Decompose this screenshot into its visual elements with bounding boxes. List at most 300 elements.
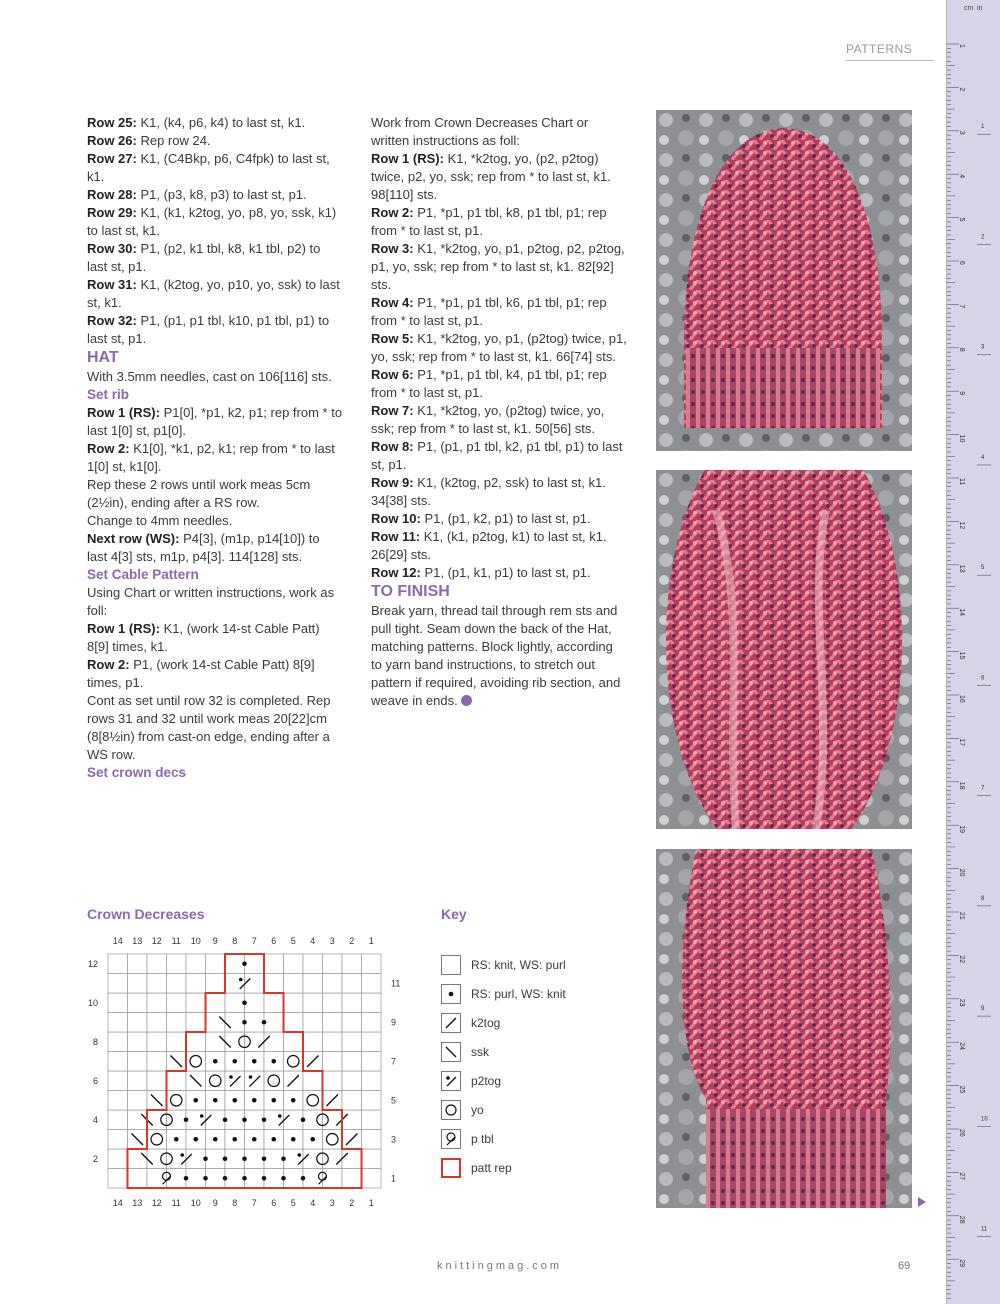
chart-blank: [343, 955, 362, 974]
ruler-cm-number: 12: [958, 521, 965, 530]
purl-dot-icon: [271, 1137, 276, 1142]
chart-blank: [284, 1013, 303, 1032]
ruler-cm-number: 21: [958, 912, 965, 920]
col-number: 9: [212, 936, 218, 946]
page-number: 69: [898, 1260, 911, 1272]
purl-dot-icon: [252, 1098, 257, 1103]
cont-text: Cont as set until row 32 is completed. Rep rows 31 and 32 until work meas 20[22]cm (8[8½in) from cast-on edge, ending after a WS row.: [87, 693, 331, 762]
row-label: Row 32:: [87, 313, 137, 328]
cable-rows: [87, 620, 343, 692]
set-crown-heading: Set crown decs: [87, 765, 187, 780]
ruler-cm-number: 23: [958, 998, 965, 1007]
chart-blank: [187, 955, 206, 974]
chart-cell: [245, 974, 265, 994]
pattern-row: [87, 656, 343, 692]
crown-rows: [371, 150, 627, 582]
pattern-row: [87, 312, 343, 348]
purl-dot-icon: [242, 961, 247, 966]
chart-cell: [206, 1149, 226, 1169]
key-label: p2tog: [471, 1074, 502, 1088]
purl-dot-icon: [174, 1137, 179, 1142]
ruler-cm-number: 27: [958, 1172, 965, 1181]
chart-cell: [167, 1110, 187, 1130]
row-text: K1[0], *k1, p2, k1; rep from * to last 1[0] st, k1[0].: [87, 441, 335, 474]
finish-body: Break yarn, thread tail through rem sts and pull tight. Seam down the back of the Hat, matching patterns. Block lightly, according to yarn band instructions, to stretch out pattern if required, avoiding rib section, and weave in ends.: [371, 603, 621, 708]
chart-cell: [284, 1169, 304, 1189]
row-text: K1, (k4, p6, k4) to last st, k1.: [136, 115, 306, 130]
chart-blank: [304, 994, 323, 1013]
col-number: 3: [329, 1198, 335, 1208]
chart-blank: [167, 974, 186, 993]
row-label: Row 27:: [87, 151, 137, 166]
row-text: K1, (C4Bkp, p6, C4fpk) to last st, k1.: [87, 151, 330, 184]
col-number: 3: [329, 936, 335, 946]
row-text: P1, (p2, k1 tbl, k8, k1 tbl, p2) to last st, p1.: [87, 241, 321, 274]
chart-cell: [245, 1032, 265, 1052]
finish-text: [371, 602, 627, 710]
col-number: 12: [151, 936, 162, 946]
chart-cell: [284, 1052, 304, 1072]
row-label: Row 5:: [371, 331, 414, 346]
chart-cell: [323, 1149, 343, 1169]
chart-cell: [264, 1032, 284, 1052]
slash-key-icon: [441, 1013, 461, 1033]
key-item: [441, 1128, 494, 1150]
chart-blank: [304, 1013, 323, 1032]
row-number: 6: [92, 1075, 98, 1086]
pattern-row: [87, 440, 343, 476]
row-text: K1, (k1, p2tog, k1) to last st, k1. 26[29] sts.: [371, 529, 607, 562]
set-cable-heading: Set Cable Pattern: [87, 567, 199, 582]
purl-dot-icon: [193, 1137, 198, 1142]
chart-cell: [323, 1130, 343, 1150]
chart-blank: [323, 1072, 342, 1091]
purl-dot-icon: [271, 1098, 276, 1103]
chart-cell: [167, 1091, 187, 1111]
row-label: Row 2:: [371, 205, 414, 220]
blank-key-icon: [441, 955, 461, 975]
col-number: 4: [310, 936, 316, 946]
col-number: 14: [112, 1198, 123, 1208]
finish-heading: TO FINISH: [371, 583, 450, 600]
chart-blank: [284, 955, 303, 974]
chart-cell: [206, 1013, 226, 1033]
col-number: 8: [232, 936, 238, 946]
row-label: Row 8:: [371, 439, 414, 454]
pattern-row: [87, 404, 343, 440]
pattern-row: [87, 620, 343, 656]
purl-dot-icon: [281, 1176, 286, 1181]
ruler-cm-number: 16: [958, 695, 965, 703]
chart-blank: [128, 1072, 147, 1091]
purl-dot-icon: [203, 1176, 208, 1181]
purl-dot-icon: [232, 1137, 237, 1142]
col-number: 6: [271, 936, 277, 946]
ruler-in-number: 11: [981, 1226, 988, 1233]
chart-cell: [362, 993, 382, 1013]
hat-photo-1: [656, 110, 912, 451]
chart-cell: [147, 1130, 167, 1150]
chart-blank: [187, 1013, 206, 1032]
row-text: P1, *p1, p1 tbl, k8, p1 tbl, p1; rep from * to last st, p1.: [371, 205, 607, 238]
key-item: [441, 1041, 489, 1063]
ruler-cm-number: 9: [958, 391, 965, 396]
ptbl-key-icon: [441, 1129, 461, 1149]
circle-key-icon: [441, 1100, 461, 1120]
purl-dot-icon: [184, 1176, 189, 1181]
chart-blank: [187, 994, 206, 1013]
measuring-ruler: [946, 0, 1000, 1304]
chart-cell: [186, 1110, 206, 1130]
chart-cell: [362, 1032, 382, 1052]
pattern-row: [87, 114, 343, 132]
chart-cell: [108, 1149, 128, 1169]
chart-blank: [128, 1013, 147, 1032]
pattern-row: [371, 204, 627, 240]
key-label: k2tog: [471, 1016, 501, 1030]
chart-cell: [206, 1071, 226, 1091]
chart-cell: [225, 993, 245, 1013]
chart-blank: [187, 974, 206, 993]
purl-dot-icon: [242, 1000, 247, 1005]
chart-cell: [167, 1149, 187, 1169]
ruler-cm-number: 10: [958, 434, 965, 443]
chart-blank: [167, 955, 186, 974]
chart-blank: [206, 974, 225, 993]
row-label: Row 31:: [87, 277, 137, 292]
row-number: 7: [391, 1056, 397, 1067]
chart-cell: [206, 1032, 226, 1052]
ruler-cm-number: 8: [958, 347, 965, 352]
chart-cell: [225, 1110, 245, 1130]
pattern-row: [371, 438, 627, 474]
chart-cell: [108, 1013, 128, 1033]
col-number: 1: [368, 1198, 374, 1208]
p2tog-icon: [446, 1076, 456, 1086]
ruler-cm-number: 25: [958, 1085, 965, 1094]
chart-cell: [362, 1110, 382, 1130]
chart-cell: [303, 1071, 323, 1091]
col-number: 11: [171, 1198, 181, 1208]
row-label: Row 30:: [87, 241, 137, 256]
chart-blank: [148, 955, 167, 974]
purl-dot-icon: [242, 1156, 247, 1161]
purl-dot-icon: [449, 992, 454, 997]
chart-cell: [108, 1169, 128, 1189]
row-label: Row 2:: [87, 441, 130, 456]
section-header: PATTERNS: [846, 42, 934, 61]
chart-blank: [323, 1013, 342, 1032]
pattern-row: [371, 510, 627, 528]
set-rib-heading: Set rib: [87, 387, 130, 402]
row-label: Row 29:: [87, 205, 137, 220]
row-text: P1, *p1, p1 tbl, k4, p1 tbl, p1; rep from * to last st, p1.: [371, 367, 607, 400]
ruler-cm-number: 3: [958, 130, 965, 135]
key-item: [441, 1157, 512, 1179]
cable-intro: Using Chart or written instructions, work as foll:: [87, 585, 335, 618]
chart-cell: [323, 1110, 343, 1130]
ruler-cm-number: 22: [958, 955, 965, 964]
purl-dot-icon: [242, 1020, 247, 1025]
row-text: P1, (p3, k8, p3) to last st, p1.: [136, 187, 307, 202]
row-label: Row 3:: [371, 241, 414, 256]
key-item: [441, 954, 566, 976]
chart-cell: [342, 1149, 362, 1169]
purl-dot-icon: [262, 1176, 267, 1181]
ruler-cm-number: 1: [958, 44, 965, 48]
chart-cell: [362, 1052, 382, 1072]
row-text: K1, *k2tog, yo, (p2, p2tog) twice, p2, yo, ssk; rep from * to last st, k1. 98[110] sts.: [371, 151, 611, 202]
ruler-in-number: 1: [981, 124, 985, 131]
pattern-row: [371, 366, 627, 402]
rib-repeat: Rep these 2 rows until work meas 5cm (2½in), ending after a RS row.: [87, 477, 311, 510]
col-number: 8: [232, 1198, 238, 1208]
col-number: 5: [290, 936, 296, 946]
row-text: K1, (k1, k2tog, yo, p8, yo, ssk, k1) to last st, k1.: [87, 205, 337, 238]
col-number: 1: [368, 936, 374, 946]
chart-blank: [343, 1033, 362, 1052]
key-label: RS: knit, WS: purl: [471, 958, 566, 972]
row-label: Row 7:: [371, 403, 414, 418]
key-label: patt rep: [471, 1161, 512, 1175]
chart-cell: [362, 1013, 382, 1033]
chart-cell: [245, 1071, 265, 1091]
chart-blank: [128, 974, 147, 993]
pattern-row: [371, 294, 627, 330]
chart-cell: [245, 1149, 265, 1169]
pattern-row: [87, 276, 343, 312]
purl-dot-icon: [223, 1176, 228, 1181]
chart-cell: [245, 1169, 265, 1189]
row-number: 3: [391, 1134, 397, 1145]
ruler-cm-number: 6: [958, 261, 965, 265]
purl-dot-icon: [262, 1117, 267, 1122]
footer-site: knittingmag.com: [437, 1260, 563, 1272]
ruler-cm-number: 26: [958, 1129, 965, 1137]
col-number: 13: [132, 1198, 143, 1208]
chart-blank: [148, 1033, 167, 1052]
chart-cell: [225, 1149, 245, 1169]
row-text: P1, (p1, p1 tbl, k10, p1 tbl, p1) to last st, p1.: [87, 313, 330, 346]
row-label: Row 1 (RS):: [371, 151, 444, 166]
row-text: P1, (p1, k1, p1) to last st, p1.: [420, 565, 591, 580]
chart-cell: [186, 1032, 206, 1052]
row-label: Row 10:: [371, 511, 421, 526]
row-text: K1, *k2tog, yo, (p2tog) twice, yo, ssk; rep from * to last st, k1. 50[56] sts.: [371, 403, 605, 436]
ruler-cm-label: cm: [964, 5, 974, 12]
k2tog-icon: [446, 1018, 456, 1028]
ruler-in-label: in: [977, 5, 983, 12]
chart-cell: [108, 1052, 128, 1072]
chart-blank: [284, 994, 303, 1013]
col-number: 13: [132, 936, 143, 946]
crown-intro: Work from Crown Decreases Chart or written instructions as foll:: [371, 115, 589, 148]
key-label: p tbl: [471, 1132, 494, 1146]
chart-cell: [108, 974, 128, 994]
ruler-cm-number: 7: [958, 304, 965, 309]
pattern-row: [371, 474, 627, 510]
row-label: Row 1 (RS):: [87, 405, 160, 420]
pattern-row: [87, 204, 343, 240]
row-text: P1, (p1, k2, p1) to last st, p1.: [420, 511, 591, 526]
pattern-row: [371, 240, 627, 294]
row-label: Row 26:: [87, 133, 137, 148]
pattern-row: [371, 402, 627, 438]
key-label: ssk: [471, 1045, 489, 1059]
left-column: [87, 114, 343, 782]
crown-decreases-chart: [80, 930, 400, 1220]
chart-cell: [186, 1052, 206, 1072]
col-number: 9: [212, 1198, 218, 1208]
chart-cell: [108, 1032, 128, 1052]
chart-cell: [362, 974, 382, 994]
ruler-in-number: 10: [981, 1116, 988, 1123]
ruler-in-number: 8: [981, 895, 985, 902]
chart-blank: [304, 1033, 323, 1052]
chart-cell: [245, 954, 265, 974]
row-number: 12: [87, 958, 98, 969]
chart-blank: [265, 974, 284, 993]
key-label: RS: purl, WS: knit: [471, 987, 566, 1001]
purl-dot-icon: [262, 1156, 267, 1161]
rib-rows: [87, 404, 343, 476]
hat-intro: With 3.5mm needles, cast on 106[116] sts.: [87, 369, 332, 384]
chart-cell: [225, 1071, 245, 1091]
chart-cell: [342, 1169, 362, 1189]
col-number: 7: [251, 936, 257, 946]
chart-blank: [148, 1013, 167, 1032]
hat-photo-2: [656, 470, 912, 829]
chart-cell: [284, 1110, 304, 1130]
col-number: 10: [190, 936, 201, 946]
chart-blank: [128, 955, 147, 974]
purl-dot-icon: [223, 1117, 228, 1122]
purl-dot-icon: [301, 1117, 306, 1122]
ruler-cm-number: 15: [958, 651, 965, 660]
row-number: 10: [87, 997, 98, 1008]
chart-blank: [265, 955, 284, 974]
chart-blank: [304, 955, 323, 974]
ssk-icon: [446, 1047, 456, 1057]
chart-cell: [225, 1013, 245, 1033]
chart-cell: [206, 993, 226, 1013]
chart-cell: [362, 1091, 382, 1111]
chart-blank: [128, 1091, 147, 1110]
chart-cell: [128, 1149, 148, 1169]
row-text: K1, (k2tog, yo, p10, yo, ssk) to last st, k1.: [87, 277, 340, 310]
chart-cell: [206, 1169, 226, 1189]
ruler-in-number: 4: [981, 454, 985, 461]
pattern-row: [371, 330, 627, 366]
purl-dot-icon: [252, 1137, 257, 1142]
hat-photo-3: [656, 849, 912, 1208]
chart-cell: [147, 1110, 167, 1130]
pattern-row: [87, 132, 343, 150]
middle-column: [371, 114, 627, 710]
ruler-in-number: 2: [981, 234, 985, 241]
ruler-in-number: 6: [981, 675, 985, 682]
col-number: 2: [349, 936, 355, 946]
chart-cell: [303, 1110, 323, 1130]
ruler-in-number: 3: [981, 344, 985, 351]
col-number: 4: [310, 1198, 316, 1208]
rows-25-32: [87, 114, 343, 348]
chart-blank: [323, 955, 342, 974]
chart-cell: [284, 1149, 304, 1169]
pattern-row: [371, 528, 627, 564]
chart-blank: [323, 994, 342, 1013]
chart-cell: [186, 1169, 206, 1189]
chart-cell: [303, 1091, 323, 1111]
col-number: 14: [112, 936, 123, 946]
pattern-row: [87, 240, 343, 276]
ruler-cm-number: 20: [958, 868, 965, 877]
row-text: K1, (work 14-st Cable Patt) 8[9] times, k1.: [87, 621, 320, 654]
chart-cell: [362, 1149, 382, 1169]
chart-cell: [225, 974, 245, 994]
chart-cell: [128, 1169, 148, 1189]
chart-blank: [148, 1072, 167, 1091]
purl-dot-icon: [262, 1020, 267, 1025]
chart-blank: [206, 955, 225, 974]
purl-dot-icon: [291, 1137, 296, 1142]
row-number: 9: [391, 1017, 397, 1028]
chart-cell: [362, 1071, 382, 1091]
purl-dot-icon: [242, 1117, 247, 1122]
chart-cell: [303, 1149, 323, 1169]
continue-arrow-icon: [918, 1197, 926, 1207]
col-number: 11: [171, 936, 181, 946]
col-number: 5: [290, 1198, 296, 1208]
key-item: [441, 1012, 500, 1034]
row-label: Row 9:: [371, 475, 414, 490]
ruler-cm-number: 28: [958, 1215, 965, 1224]
chart-cell: [264, 1149, 284, 1169]
purl-dot-icon: [203, 1156, 208, 1161]
yo-icon: [446, 1105, 456, 1115]
purl-dot-icon: [213, 1059, 218, 1064]
purl-dot-icon: [232, 1059, 237, 1064]
chart-blank: [343, 994, 362, 1013]
row-label: Row 28:: [87, 187, 137, 202]
purl-dot-icon: [242, 1176, 247, 1181]
ruler-in-number: 5: [981, 565, 985, 572]
chart-blank: [148, 994, 167, 1013]
chart-blank: [167, 1033, 186, 1052]
chart-cell: [264, 1110, 284, 1130]
row-number: 4: [92, 1114, 98, 1125]
ruler-cm-number: 29: [958, 1259, 965, 1267]
row-text: P1, (work 14-st Cable Patt) 8[9] times, p1.: [87, 657, 315, 690]
row-number: 2: [92, 1153, 98, 1164]
chart-cell: [108, 993, 128, 1013]
key-item: [441, 983, 566, 1005]
col-number: 2: [349, 1198, 355, 1208]
yarn-ball-icon: [461, 695, 472, 706]
chart-cell: [362, 1169, 382, 1189]
chart-blank: [284, 974, 303, 993]
row-text: Rep row 24.: [136, 133, 211, 148]
chart-cell: [245, 1013, 265, 1033]
hat-heading: HAT: [87, 349, 119, 366]
ruler-cm-number: 19: [958, 825, 965, 833]
ruler-cm-number: 4: [958, 174, 965, 179]
chart-blank: [167, 1013, 186, 1032]
chart-blank: [343, 1072, 362, 1091]
chart-cell: [225, 1169, 245, 1189]
row-number: 1: [391, 1173, 397, 1184]
key-item: [441, 1099, 484, 1121]
